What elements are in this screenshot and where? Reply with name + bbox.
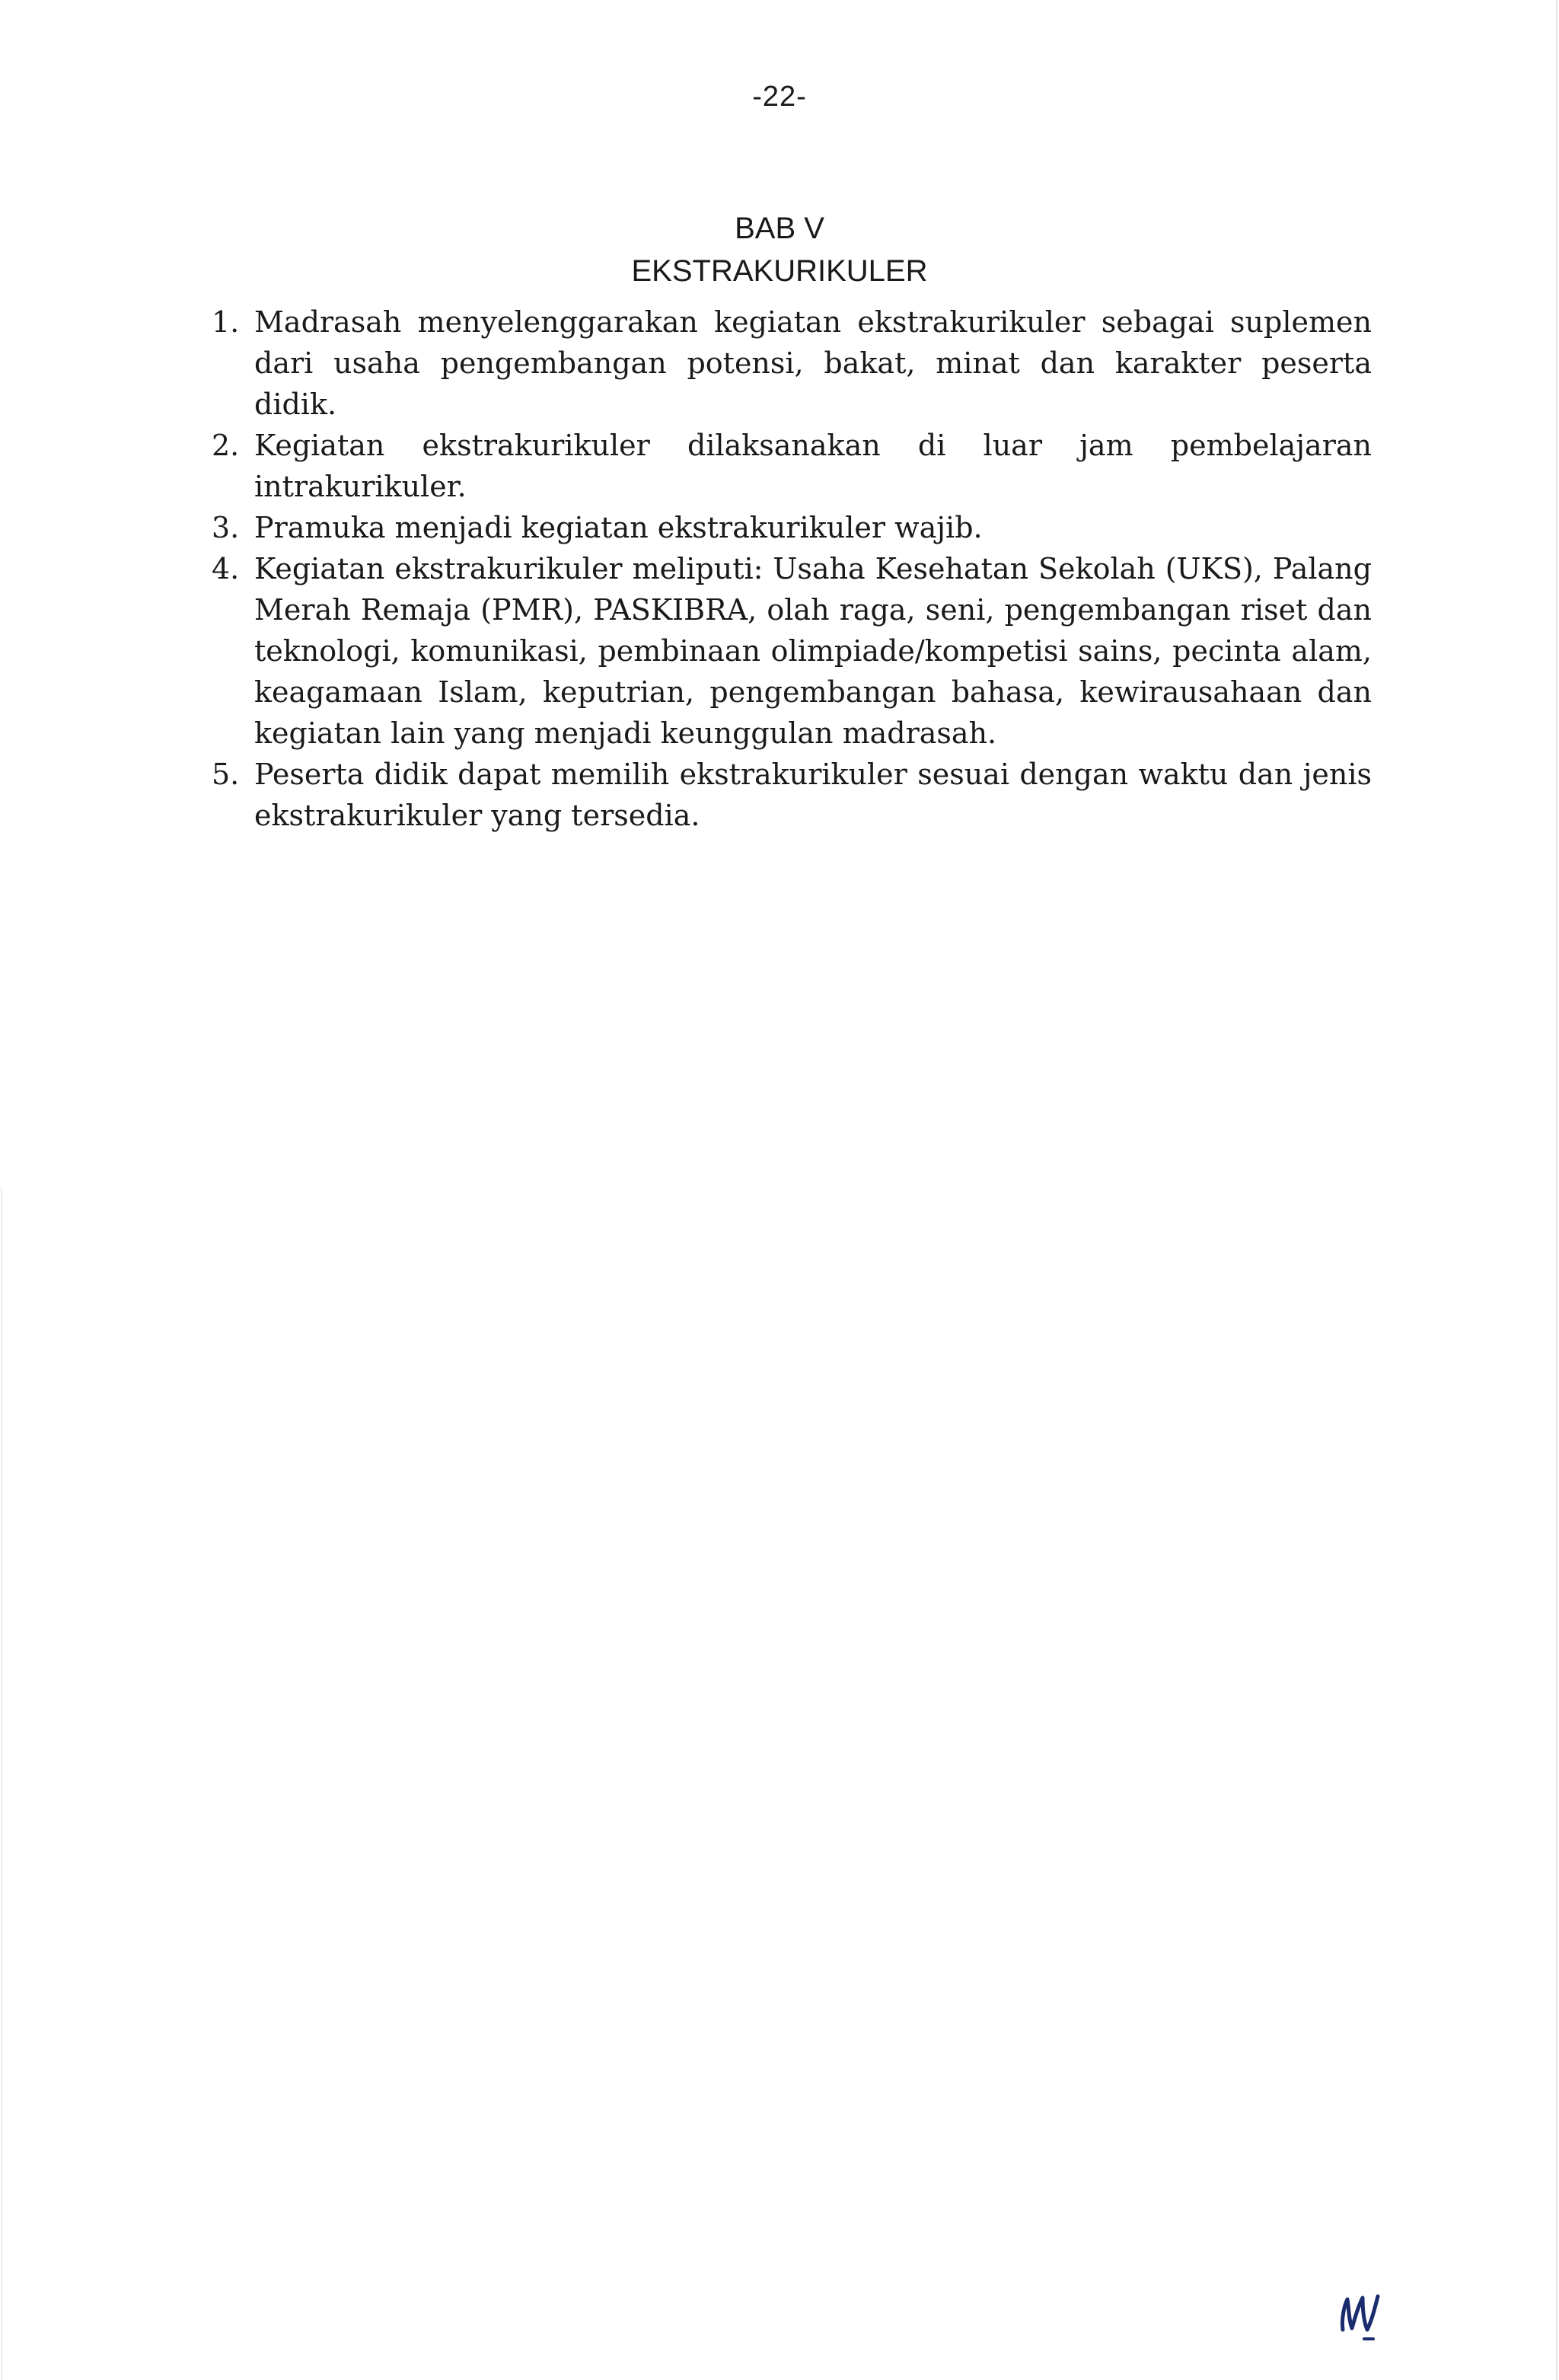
- list-item-text: Pramuka menjadi kegiatan ekstrakurikuler wajib.: [254, 511, 983, 544]
- list-item: [212, 754, 1372, 836]
- chapter-number: BAB V: [735, 212, 824, 245]
- list-item-number: 3.: [212, 511, 240, 544]
- list-item-text: Kegiatan ekstrakurikuler meliputi: Usaha Kesehatan Sekolah (UKS), Palang Merah Remaja (PMR), PASKIBRA, olah raga, seni, pengembangan riset dan teknologi, komunikasi, pembinaan olimpiade/kompetisi sains, pecinta alam, keagamaan Islam, keputrian, pengembangan bahasa, kewirausahaan dan kegiatan lain yang menjadi keunggulan madrasah.: [254, 552, 1372, 750]
- handwritten-initial-icon: [1334, 2276, 1387, 2345]
- list-item-number: 5.: [212, 758, 240, 791]
- list-item-text: Kegiatan ekstrakurikuler dilaksanakan di luar jam pembelajaran intrakurikuler.: [254, 429, 1372, 503]
- list-item-text: Peserta didik dapat memilih ekstrakurikuler sesuai dengan waktu dan jenis ekstrakurikuler yang tersedia.: [254, 758, 1372, 832]
- list-item-number: 1.: [212, 305, 240, 339]
- list-item-text: Madrasah menyelenggarakan kegiatan ekstrakurikuler sebagai suplemen dari usaha pengembangan potensi, bakat, minat dan karakter peserta didik.: [254, 305, 1372, 421]
- chapter-title: EKSTRAKURIKULER: [631, 254, 928, 288]
- item-list: [212, 301, 1372, 836]
- list-item: [212, 507, 1372, 548]
- scan-edge-right: [1556, 0, 1557, 2380]
- chapter-heading: [0, 207, 1559, 292]
- list-item-number: 2.: [212, 429, 240, 462]
- scan-edge-left: [1, 1188, 2, 2380]
- list-item: [212, 548, 1372, 754]
- list-item: [212, 301, 1372, 425]
- list-item: [212, 425, 1372, 507]
- page-number: -22-: [752, 81, 807, 113]
- list-item-number: 4.: [212, 552, 240, 585]
